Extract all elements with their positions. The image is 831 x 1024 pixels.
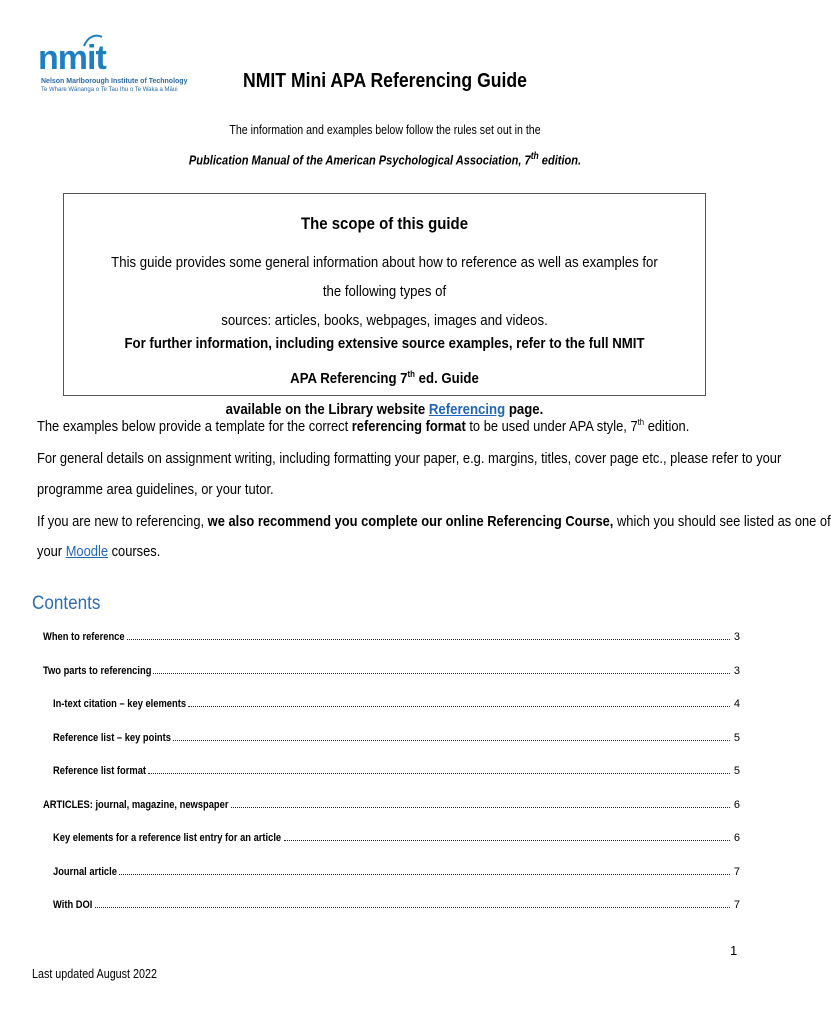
logo-maori-name: Te Whare Wānanga o Te Tau Ihu o Te Waka a Māui — [41, 87, 178, 93]
scope-title: The scope of this guide — [300, 214, 469, 233]
body-paragraph-2-line2: programme area guidelines, or your tutor. — [37, 481, 274, 498]
p3-line2-end: courses. — [108, 543, 161, 560]
toc-entry-page: 7 — [733, 865, 740, 878]
toc-entry[interactable] — [43, 795, 740, 811]
body-paragraph-1 — [37, 417, 690, 435]
p3-text: If you are new to referencing, — [37, 513, 208, 530]
contents-heading: Contents — [32, 593, 101, 614]
toc-entry-label: Reference list format — [53, 765, 147, 777]
subtitle-sup: th — [530, 151, 539, 162]
p3-bold: we also recommend you complete our online Referencing Course, — [207, 513, 614, 530]
p1-sup: th — [637, 417, 645, 427]
body-paragraph-3 — [37, 513, 831, 530]
toc-entry-label: Key elements for a reference list entry for an article — [53, 832, 282, 844]
toc-entry[interactable] — [43, 627, 740, 643]
scope-further-info — [110, 328, 660, 425]
toc-entry-page: 6 — [733, 798, 740, 811]
toc-entry[interactable] — [53, 694, 740, 710]
toc-entry-page: 6 — [733, 832, 740, 844]
toc-entry-page: 3 — [733, 631, 740, 643]
page-number: 1 — [730, 943, 738, 958]
scope-bold-line2: available on the Library website — [225, 401, 429, 418]
referencing-link[interactable]: Referencing — [428, 401, 506, 418]
toc-leader-dots — [173, 739, 730, 741]
toc-entry-page: 7 — [733, 899, 740, 911]
p1-bold: referencing format — [351, 418, 466, 435]
subtitle-edition: edition. — [538, 152, 582, 168]
scope-bold-sup: th — [407, 369, 416, 379]
toc-entry-label: With DOI — [53, 899, 93, 911]
subtitle-line1: The information and examples below follow the rules set out in the — [229, 123, 541, 137]
page-title: NMIT Mini APA Referencing Guide — [243, 70, 527, 92]
toc-leader-dots — [231, 806, 730, 808]
toc-entry-page: 3 — [733, 664, 740, 677]
toc-entry-page: 4 — [733, 698, 740, 710]
moodle-link[interactable]: Moodle — [65, 543, 109, 560]
toc-leader-dots — [127, 638, 730, 640]
toc-entry-label: Two parts to referencing — [43, 664, 152, 677]
toc-entry-page: 5 — [733, 765, 740, 777]
scope-bold-line2-end: page. — [505, 401, 544, 418]
toc-entry[interactable] — [53, 728, 740, 744]
toc-leader-dots — [284, 839, 730, 841]
toc-entry[interactable] — [53, 862, 740, 878]
logo-institute-name: Nelson Marlborough Institute of Technology — [41, 78, 188, 85]
p1-text-3: edition. — [644, 418, 690, 435]
toc-entry-label: When to reference — [43, 631, 125, 643]
subtitle-manual: Publication Manual of the American Psychological Association, 7 — [188, 152, 531, 168]
subtitle-line2 — [58, 151, 713, 167]
toc-leader-dots — [95, 906, 730, 908]
toc-entry-label: In-text citation – key elements — [53, 698, 187, 710]
toc-entry-label: ARTICLES: journal, magazine, newspaper — [43, 798, 229, 811]
toc-entry[interactable] — [53, 828, 740, 844]
scope-line2: sources: articles, books, webpages, images and videos. — [221, 312, 548, 329]
toc-entry-label: Reference list – key points — [53, 731, 171, 744]
toc-entry-page: 5 — [733, 731, 740, 744]
toc-entry[interactable] — [53, 895, 740, 911]
logo-wordmark: nmit — [38, 39, 106, 77]
body-paragraph-3-line2 — [37, 543, 639, 560]
p1-text: The examples below provide a template for the correct — [37, 418, 352, 435]
p3-text-2: which you should see listed as one of — [613, 513, 831, 530]
body-paragraph-2-line1: For general details on assignment writing, including formatting your paper, e.g. margins, titles, cover page etc., please refer to your — [37, 450, 782, 467]
toc-entry[interactable] — [43, 661, 740, 677]
toc-leader-dots — [188, 705, 730, 707]
last-updated: Last updated August 2022 — [32, 967, 157, 981]
p3-line2-text: your — [37, 543, 66, 560]
toc-leader-dots — [119, 873, 730, 875]
toc-leader-dots — [148, 772, 729, 774]
scope-box — [63, 193, 706, 418]
p1-text-2: to be used under APA style, 7 — [465, 418, 638, 435]
toc-entry[interactable] — [53, 761, 740, 777]
scope-description — [110, 248, 660, 335]
scope-bold-line1: For further information, including extensive source examples, refer to the full NMIT APA Referencing 7 — [124, 335, 645, 387]
toc-entry-label: Journal article — [53, 865, 117, 878]
scope-line1: This guide provides some general information about how to reference as well as examples for the following types of — [111, 254, 658, 300]
scope-bold-line1-end: ed. Guide — [415, 370, 479, 387]
toc-leader-dots — [153, 672, 730, 674]
